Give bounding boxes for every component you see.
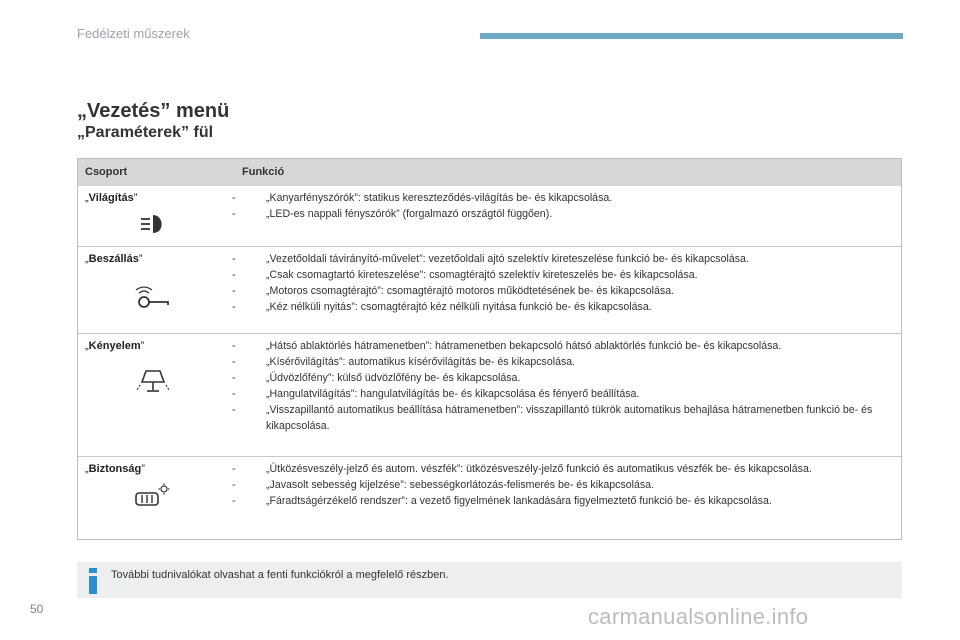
list-item: - „Hátsó ablaktörlés hátramenetben”: hátramenetben bekapcsoló hátsó ablaktörlés funkció be- és kikapcsolása. [232,340,782,352]
parameters-table [77,158,902,540]
column-header-group: Csoport [85,166,128,178]
info-note [77,562,902,598]
header-accent-bar [480,33,903,39]
group-name-safety: „Biztonság” [85,463,145,475]
group-name-lighting: „Világítás” [85,192,138,204]
driver-assist-icon [133,483,173,511]
column-header-function: Funkció [242,166,285,178]
page-number: 50 [30,602,44,616]
function-list-lighting [232,190,889,222]
list-item: - „Kéz nélküli nyitás”: csomagtérajtó kéz nélküli nyitása funkció be- és kikapcsolása. [232,301,652,313]
list-item: - „Motoros csomagtérajtó”: csomagtérajtó motoros működtetésének be- és kikapcsolása. [232,285,675,297]
list-item: - „Üdvözlőfény”: külső üdvözlőfény be- és kikapcsolása. [232,372,521,384]
table-row-safety [78,456,901,539]
section-title: Fedélzeti műszerek [77,26,190,41]
table-row-entry [78,246,901,333]
table-row-lighting [78,186,901,246]
group-name-comfort: „Kényelem” [85,340,145,352]
list-item: - „Visszapillantó automatikus beállítása hátramenetben”: visszapillantó tükrök automatikus behajlása hátramenetben funkció be- és kikapcsolása. [232,404,873,432]
info-icon [87,568,99,594]
function-list-comfort [232,338,889,434]
list-item: - „LED-es nappali fényszórók” (forgalmazó országtól függően). [232,208,553,220]
watermark: carmanualsonline.info [588,604,809,629]
function-list-entry [232,251,889,315]
function-list-safety [232,461,889,509]
list-item: - „Kísérővilágítás”: automatikus kísérővilágítás be- és kikapcsolása. [232,356,576,368]
key-icon [133,285,173,313]
list-item: - „Fáradtságérzékelő rendszer”: a vezető figyelmének lankadására figyelmeztető funkció be- és kikapcsolása. [232,495,772,507]
list-item: - „Hangulatvilágítás”: hangulatvilágítás be- és kikapcsolása és fényerő beállítása. [232,388,640,400]
info-text: További tudnivalókat olvashat a fenti funkciókról a megfelelő részben. [111,569,449,581]
page-subtitle: „Paraméterek” fül [77,124,214,141]
list-item: - „Javasolt sebesség kijelzése”: sebességkorlátozás-felismerés be- és kikapcsolása. [232,479,655,491]
list-item: - „Ütközésveszély-jelző és autom. vészfék”: ütközésveszély-jelző funkció és automatikus vészfék be- és kikapcsolása. [232,463,812,475]
group-name-entry: „Beszállás” [85,253,143,265]
lamp-icon [133,368,173,396]
page-title: „Vezetés” menü [77,100,230,122]
table-row-comfort [78,333,901,456]
list-item: - „Kanyarfényszórók”: statikus kereszteződés-világítás be- és kikapcsolása. [232,192,613,204]
headlight-icon [133,212,173,240]
list-item: - „Csak csomagtartó kireteszelése”: csomagtérajtó szelektív kireteszelés be- és kikapcsolása. [232,269,698,281]
list-item: - „Vezetőoldali távirányító-művelet”: vezetőoldali ajtó szelektív kireteszelése funkció be- és kikapcsolása. [232,253,749,265]
table-header [78,159,901,186]
